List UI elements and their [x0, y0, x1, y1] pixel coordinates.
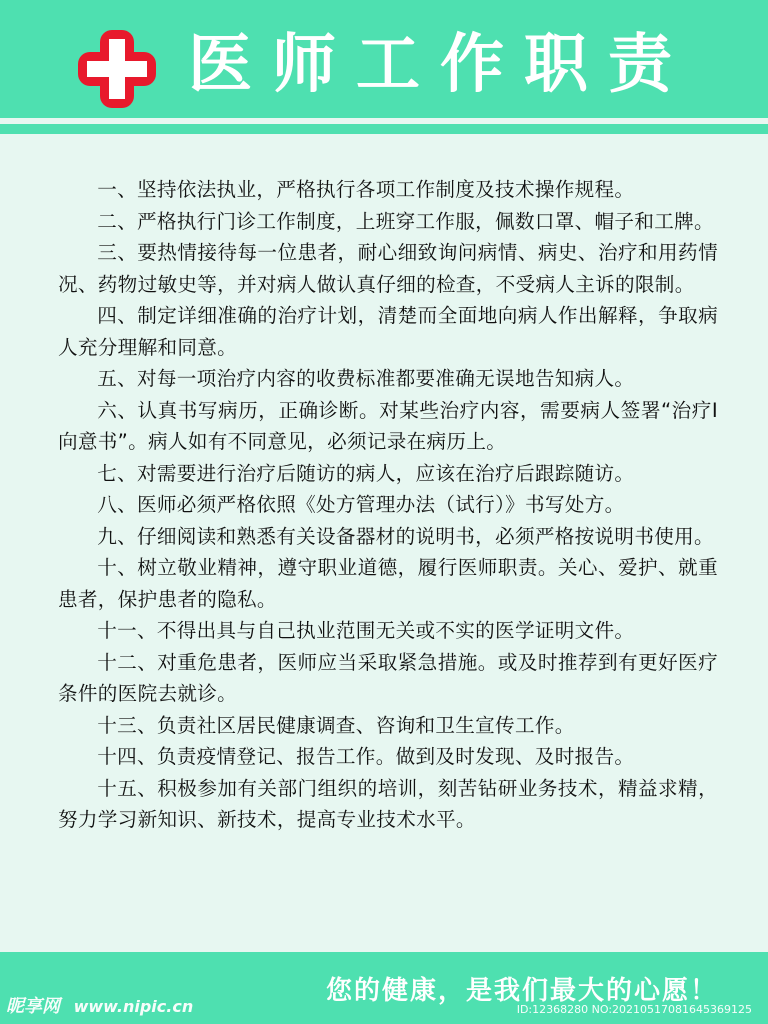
duty-item: 十、树立敬业精神，遵守职业道德，履行医师职责。关心、爱护、就重患者，保护患者的隐私。: [58, 556, 718, 611]
duty-item: 十一、不得出具与自己执业范围无关或不实的医学证明文件。: [97, 619, 635, 642]
duty-item: 二、严格执行门诊工作制度，上班穿工作服，佩数口罩、帽子和工牌。: [97, 209, 714, 233]
watermark-brand: 昵享网: [6, 996, 60, 1017]
duty-item: 六、认真书写病历，正确诊断。对某些治疗内容，需要病人签署“治疗I向意书”。病人如有不同意见，必须记录在病历上。: [58, 398, 718, 453]
duty-item: 十四、负责疫情登记、报告工作。做到及时发现、及时报告。: [97, 745, 635, 768]
duty-item: 七、对需要进行治疗后随访的病人，应该在治疗后跟踪随访。: [97, 461, 635, 485]
duty-item: 一、坚持依法执业，严格执行各项工作制度及技术操作规程。: [97, 178, 635, 201]
watermark-url: www.nipic.cn: [73, 997, 194, 1016]
header-divider: [0, 124, 768, 134]
duty-item: 十二、对重危患者，医师应当采取紧急措施。或及时推荐到有更好医疗条件的医院去就诊。: [58, 650, 718, 705]
footer-band: [0, 952, 768, 1024]
duty-item: 九、仔细阅读和熟悉有关设备器材的说明书，必须严格按说明书使用。: [97, 524, 714, 548]
duties-list: [58, 174, 718, 836]
duty-item: 四、制定详细准确的治疗计划，清楚而全面地向病人作出解释，争取病人充分理解和同意。: [58, 304, 718, 359]
watermark-id: ID:12368280 NO:20210517081645369125: [516, 1003, 752, 1016]
duty-item: 十五、积极参加有关部门组织的培训，刻苦钻研业务技术，精益求精，努力学习新知识、新技术，提高专业技术水平。: [58, 776, 718, 831]
duty-item: 三、要热情接待每一位患者，耐心细致询问病情、病史、治疗和用药情况、药物过敏史等，并对病人做认真仔细的检查，不受病人主诉的限制。: [58, 241, 718, 296]
watermark-left: [6, 992, 193, 1018]
duty-item: 八、医师必须严格依照《处方管理办法（试行）》书写处方。: [97, 493, 625, 516]
header-band: [0, 0, 768, 118]
page-title: 医师工作职责: [188, 28, 692, 102]
duty-item: 十三、负责社区居民健康调查、咨询和卫生宣传工作。: [97, 713, 575, 737]
duty-item: 五、对每一项治疗内容的收费标准都要准确无误地告知病人。: [97, 367, 635, 390]
footer-slogan: 您的健康，是我们最大的心愿！: [325, 976, 718, 1006]
red-cross-icon: [74, 26, 160, 112]
